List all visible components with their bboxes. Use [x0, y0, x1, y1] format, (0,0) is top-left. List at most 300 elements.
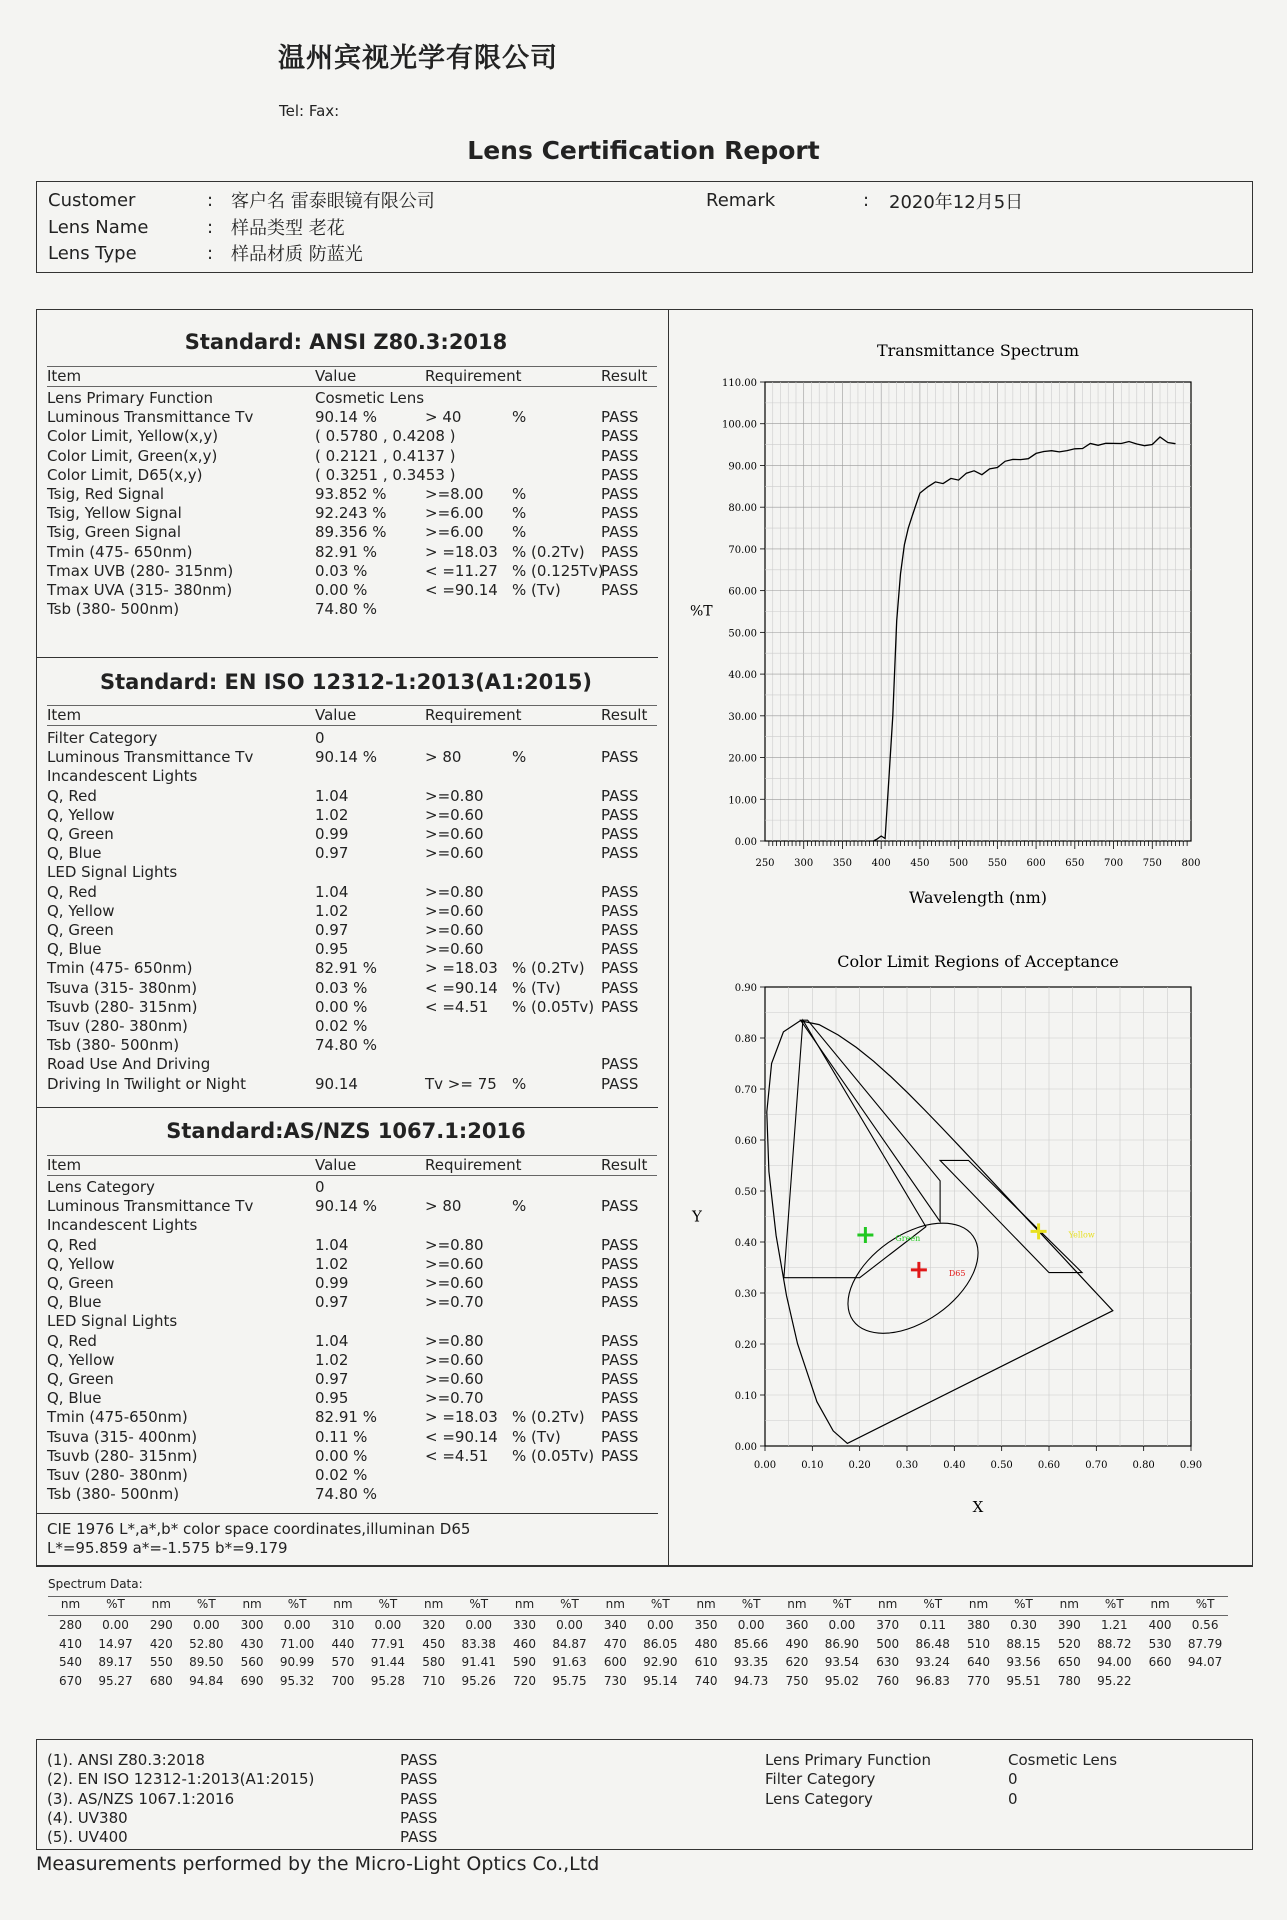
spectrum-col-t: %T — [106, 1597, 125, 1611]
spectrum-nm: 700 — [331, 1673, 355, 1688]
row-requirement: >=0.60 — [425, 921, 484, 939]
row-value: 82.91 % — [315, 542, 377, 561]
y-axis-label: Y — [692, 1207, 702, 1226]
y-tick-label: 40.00 — [728, 670, 757, 682]
row-item: Q, Green — [47, 825, 114, 843]
row-value: 0 — [315, 729, 325, 747]
row-value: 0.02 % — [315, 1017, 368, 1035]
spectrum-t: 0.00 — [646, 1618, 674, 1632]
summary-label: Filter Category — [765, 1770, 876, 1789]
x-tick-label: 0.60 — [1037, 1460, 1061, 1471]
row-value: 1.02 — [315, 1254, 349, 1273]
row-result: PASS — [601, 523, 639, 542]
spectrum-nm: 520 — [1057, 1636, 1081, 1651]
footer-note: Measurements performed by the Micro-Light Optics Co.,Ltd — [36, 1853, 600, 1875]
y-axis-label: %T — [690, 603, 713, 620]
row-result: PASS — [601, 1389, 639, 1408]
row-item: Tsig, Yellow Signal — [47, 504, 182, 523]
spectrum-nm: 460 — [513, 1636, 536, 1651]
spectrum-col-nm: nm — [605, 1597, 625, 1611]
row-item: Q, Blue — [47, 1293, 102, 1312]
y-tick-label: 100.00 — [722, 419, 757, 431]
spectrum-nm: 610 — [694, 1655, 718, 1669]
row-item: Q, Yellow — [47, 1350, 115, 1369]
colon: : — [207, 217, 214, 238]
row-unit: % — [512, 523, 527, 542]
table-row — [47, 902, 657, 921]
spectrum-t: 91.41 — [461, 1655, 496, 1669]
row-value: 0.03 % — [315, 561, 368, 580]
row-result: PASS — [601, 882, 639, 901]
spectrum-t: 0.00 — [374, 1618, 402, 1632]
row-value: 1.02 — [315, 1350, 349, 1369]
row-value: 0.95 — [315, 1389, 349, 1408]
row-value: 82.91 % — [315, 959, 377, 978]
summary-value: Cosmetic Lens — [1008, 1751, 1118, 1769]
row-item: Q, Red — [47, 786, 97, 805]
row-value: 90.14 — [315, 1074, 358, 1093]
row-item: Tmin (475- 650nm) — [47, 959, 193, 978]
row-item: Color Limit, Green(x,y) — [47, 446, 218, 465]
summary-label: Lens Primary Function — [765, 1751, 931, 1769]
spectrum-t: 95.27 — [98, 1673, 133, 1688]
x-tick-label: 0.00 — [753, 1460, 777, 1471]
table-row — [47, 504, 657, 523]
row-value: ( 0.3251 , 0.3453 ) — [315, 465, 456, 484]
y-tick-label: 80.00 — [728, 503, 757, 515]
row-requirement: >=0.60 — [425, 940, 484, 959]
spectrum-t: 95.51 — [1006, 1673, 1041, 1688]
col-value: Value — [315, 367, 357, 385]
table-row — [47, 1332, 657, 1351]
row-requirement: > 80 — [425, 1197, 462, 1216]
row-result: PASS — [601, 978, 639, 997]
row-result: PASS — [601, 427, 639, 446]
row-item: Q, Red — [47, 1331, 97, 1350]
col-item: Item — [47, 367, 82, 385]
row-result: PASS — [601, 408, 639, 427]
y-tick-label: 0.10 — [734, 1391, 757, 1402]
summary-result: PASS — [400, 1789, 438, 1808]
row-item: Q, Red — [47, 1235, 97, 1254]
customer-value: 客户名 雷泰眼镜有限公司 — [231, 191, 435, 212]
table-row — [47, 1017, 657, 1036]
x-tick-label: 300 — [794, 858, 814, 869]
col-value: Value — [315, 1156, 357, 1174]
row-item: Luminous Transmittance Tv — [47, 748, 254, 767]
series-line — [873, 437, 1175, 841]
row-requirement: Tv >= 75 — [425, 1074, 497, 1093]
cie-line2: L*=95.859 a*=-1.575 b*=9.179 — [47, 1539, 288, 1557]
row-result: PASS — [601, 561, 639, 580]
table-row — [47, 863, 657, 882]
summary-result: PASS — [400, 1808, 438, 1827]
spectrum-nm: 490 — [785, 1636, 809, 1651]
spectrum-col-t: %T — [196, 1597, 216, 1611]
spectrum-t: 94.00 — [1097, 1655, 1132, 1669]
row-value: 0.99 — [315, 825, 349, 843]
row-value: 0.00 % — [315, 997, 368, 1016]
table-row — [47, 1351, 657, 1370]
spectrum-t: 93.24 — [915, 1655, 950, 1669]
row-value: ( 0.5780 , 0.4208 ) — [315, 427, 456, 446]
spectrum-nm: 370 — [876, 1618, 900, 1632]
row-unit: % — [512, 1074, 527, 1093]
row-value: 74.80 % — [315, 1485, 377, 1504]
spectrum-t: 0.00 — [465, 1618, 493, 1632]
spectrum-t: 95.28 — [370, 1673, 406, 1688]
row-value: 1.02 — [315, 805, 349, 824]
x-tick-label: 400 — [871, 858, 891, 869]
spectrum-t: 71.00 — [279, 1636, 315, 1651]
row-value: 1.02 — [315, 901, 349, 920]
table-row — [47, 408, 657, 427]
row-value: 90.14 % — [315, 748, 377, 767]
summary-standard: (1). ANSI Z80.3:2018 — [47, 1751, 205, 1769]
row-value: 0.00 % — [315, 1446, 368, 1465]
lens-name-value: 样品类型 老花 — [231, 218, 345, 239]
table-row — [47, 1408, 657, 1427]
table-row — [47, 1293, 657, 1312]
row-result: PASS — [601, 997, 639, 1016]
en-table-header — [47, 705, 657, 726]
row-item: Q, Yellow — [47, 1254, 115, 1273]
row-result: PASS — [601, 805, 639, 824]
spectrum-t: 0.11 — [919, 1618, 947, 1632]
ansi-title: Standard: ANSI Z80.3:2018 — [184, 330, 508, 354]
x-tick-label: 0.50 — [990, 1460, 1013, 1471]
company-name: 温州宾视光学有限公司 — [278, 43, 558, 74]
row-value: 0.97 — [315, 1293, 349, 1312]
table-row — [47, 844, 657, 863]
table-row — [47, 998, 657, 1017]
row-requirement: < =4.51 — [425, 997, 489, 1016]
y-tick-label: 50.00 — [728, 628, 757, 640]
summary-standard: (5). UV400 — [47, 1828, 128, 1847]
y-tick-label: 0.00 — [734, 837, 757, 848]
spectrum-t: 0.00 — [102, 1618, 129, 1632]
row-item: Incandescent Lights — [47, 767, 198, 786]
x-tick-label: 600 — [1026, 858, 1046, 869]
spectrum-nm: 640 — [967, 1655, 990, 1669]
spectrum-nm: 470 — [603, 1636, 627, 1651]
row-requirement: >=0.80 — [425, 786, 484, 805]
row-unit: % (0.125Tv) — [512, 561, 604, 580]
row-item: Tsb (380- 500nm) — [47, 1036, 180, 1055]
spectrum-t: 77.91 — [370, 1636, 406, 1651]
spectrum-t: 91.63 — [552, 1655, 587, 1669]
spectrum-nm: 290 — [149, 1618, 173, 1632]
spectrum-t: 0.00 — [192, 1618, 220, 1632]
table-row — [47, 979, 657, 998]
summary-value: 0 — [1008, 1789, 1018, 1808]
table-row — [47, 389, 657, 408]
row-item: Tsuva (315- 400nm) — [47, 1427, 198, 1446]
y-tick-label: 0.80 — [734, 1034, 757, 1045]
spectrum-nm: 580 — [422, 1655, 446, 1669]
spectrum-t: 95.75 — [552, 1673, 587, 1688]
spectrum-col-t: %T — [560, 1597, 579, 1611]
spectrum-t: 95.02 — [824, 1673, 860, 1688]
spectrum-col-nm: nm — [696, 1597, 716, 1611]
col-requirement: Requirement — [425, 706, 522, 724]
row-unit: % (0.2Tv) — [512, 1408, 585, 1427]
table-row — [47, 1447, 657, 1466]
row-value: 0.11 % — [315, 1427, 368, 1446]
table-row — [47, 485, 657, 504]
spectrum-col-nm: nm — [424, 1597, 444, 1611]
row-item: Tsb (380- 500nm) — [47, 1485, 180, 1504]
row-result: PASS — [601, 465, 639, 484]
row-item: LED Signal Lights — [47, 863, 178, 882]
spectral-locus — [767, 1021, 1113, 1444]
row-requirement: > =18.03 — [425, 959, 498, 978]
spectrum-nm: 720 — [513, 1673, 536, 1688]
row-item: Lens Primary Function — [47, 389, 213, 407]
spectrum-nm: 410 — [59, 1636, 82, 1651]
spectrum-nm: 570 — [331, 1655, 355, 1669]
chart-title: Transmittance Spectrum — [876, 341, 1080, 360]
row-item: Lens Category — [47, 1178, 155, 1196]
row-item: Q, Blue — [47, 940, 102, 959]
row-result: PASS — [601, 1074, 639, 1093]
row-item: LED Signal Lights — [47, 1312, 178, 1331]
spectrum-nm: 450 — [422, 1636, 446, 1651]
row-result: PASS — [601, 581, 639, 599]
row-requirement: >=0.60 — [425, 1254, 484, 1273]
spectrum-t: 88.72 — [1097, 1636, 1132, 1651]
row-unit: % (0.05Tv) — [512, 997, 595, 1016]
row-requirement: < =4.51 — [425, 1446, 489, 1465]
col-result: Result — [601, 367, 648, 385]
info-box — [36, 181, 1253, 273]
spectrum-t: 0.00 — [283, 1618, 311, 1632]
acceptance-region — [801, 1020, 941, 1221]
spectrum-t: 0.00 — [828, 1618, 856, 1632]
spectrum-nm: 500 — [876, 1636, 900, 1651]
as-table-header — [47, 1155, 657, 1176]
spectrum-t: 0.00 — [556, 1618, 583, 1632]
col-result: Result — [601, 1156, 648, 1174]
spectrum-col-nm: nm — [787, 1597, 807, 1611]
row-requirement: >=0.60 — [425, 901, 484, 920]
x-tick-label: 450 — [910, 858, 930, 869]
spectrum-col-t: %T — [832, 1597, 852, 1611]
spectrum-nm: 310 — [331, 1618, 355, 1632]
spectrum-t: 90.99 — [279, 1655, 315, 1669]
row-result: PASS — [601, 940, 639, 959]
spectrum-col-t: %T — [469, 1597, 489, 1611]
row-value: 92.243 % — [315, 504, 387, 523]
row-item: Luminous Transmittance Tv — [47, 1197, 254, 1216]
row-result: PASS — [601, 1331, 639, 1350]
spectrum-nm: 300 — [240, 1618, 264, 1632]
y-tick-label: 0.70 — [734, 1085, 757, 1096]
spectrum-nm: 630 — [876, 1655, 900, 1669]
spectrum-row — [48, 1674, 1228, 1692]
row-unit: % — [512, 1197, 527, 1216]
spectrum-t: 83.38 — [461, 1636, 496, 1651]
x-tick-label: 250 — [755, 858, 775, 869]
column-divider — [668, 309, 669, 1566]
spectrum-col-nm: nm — [968, 1597, 989, 1611]
spectrum-nm: 780 — [1057, 1673, 1081, 1688]
spectrum-nm: 390 — [1057, 1618, 1081, 1632]
summary-standard: (2). EN ISO 12312-1:2013(A1:2015) — [47, 1770, 315, 1789]
spectrum-nm: 600 — [603, 1655, 627, 1669]
row-value: 0.02 % — [315, 1466, 368, 1484]
row-requirement: >=0.60 — [425, 1370, 484, 1388]
table-row — [47, 787, 657, 806]
lens-type-label: Lens Type — [48, 243, 137, 264]
table-row — [47, 1389, 657, 1408]
y-tick-label: 110.00 — [722, 378, 757, 389]
row-requirement: >=0.70 — [425, 1389, 484, 1408]
spectrum-t: 91.44 — [370, 1655, 406, 1669]
colon: : — [863, 190, 870, 211]
row-requirement: > 80 — [425, 748, 462, 767]
row-requirement: >=0.80 — [425, 1331, 484, 1350]
spectrum-col-nm: nm — [514, 1597, 535, 1611]
row-requirement: >=0.80 — [425, 882, 484, 901]
row-value: 0.00 % — [315, 581, 368, 599]
row-unit: % — [512, 408, 527, 427]
table-row — [47, 940, 657, 959]
row-item: Tsuva (315- 380nm) — [47, 978, 198, 997]
row-value: 1.04 — [315, 786, 349, 805]
col-requirement: Requirement — [425, 1156, 522, 1174]
spectrum-col-t: %T — [650, 1597, 670, 1611]
row-result: PASS — [601, 1055, 639, 1074]
table-row — [47, 1274, 657, 1293]
row-requirement: >=6.00 — [425, 523, 484, 542]
spectrum-t: 0.56 — [1191, 1618, 1219, 1632]
row-requirement: < =11.27 — [425, 561, 498, 580]
spectrum-t: 0.30 — [1010, 1618, 1037, 1632]
spectrum-col-t: %T — [287, 1597, 307, 1611]
spectrum-t: 94.73 — [733, 1673, 769, 1688]
table-row — [47, 1055, 657, 1074]
table-row — [47, 1197, 657, 1216]
x-tick-label: 0.90 — [1179, 1460, 1203, 1471]
remark-value: 2020年12月5日 — [889, 192, 1024, 213]
table-row — [47, 1236, 657, 1255]
x-tick-label: 700 — [1103, 858, 1124, 869]
row-value: 1.04 — [315, 882, 349, 901]
spectrum-t: 93.54 — [824, 1655, 860, 1669]
point-label: D65 — [948, 1268, 966, 1278]
row-value: 90.14 % — [315, 408, 377, 427]
spectrum-t: 85.66 — [733, 1636, 769, 1651]
spectrum-nm: 420 — [149, 1636, 173, 1651]
summary-result: PASS — [400, 1770, 438, 1789]
col-item: Item — [47, 706, 82, 724]
spectrum-divider — [36, 1565, 1253, 1566]
chart-title: Color Limit Regions of Acceptance — [837, 952, 1119, 971]
ansi-table-header — [47, 366, 657, 387]
row-requirement: >=0.60 — [425, 805, 484, 824]
row-requirement: >=0.80 — [425, 1235, 484, 1254]
row-value: 0.95 — [315, 940, 349, 959]
spectrum-nm: 560 — [240, 1655, 264, 1669]
row-unit: % — [512, 504, 527, 523]
point-yellow — [1031, 1223, 1095, 1239]
spectrum-t: 94.07 — [1187, 1655, 1223, 1669]
row-item: Q, Green — [47, 921, 114, 939]
spectrum-t: 14.97 — [98, 1636, 133, 1651]
table-row — [47, 1178, 657, 1197]
row-item: Color Limit, Yellow(x,y) — [47, 427, 219, 446]
row-item: Tsig, Green Signal — [47, 523, 181, 542]
spectrum-t: 88.15 — [1006, 1636, 1041, 1651]
row-unit: % — [512, 748, 527, 767]
row-value: 93.852 % — [315, 485, 387, 503]
table-row — [47, 1075, 657, 1094]
y-tick-label: 20.00 — [728, 753, 757, 765]
x-tick-label: 0.30 — [895, 1460, 919, 1471]
section-separator — [36, 1107, 658, 1108]
spectrum-t: 89.50 — [189, 1655, 224, 1669]
row-value: 0.97 — [315, 921, 349, 939]
row-requirement: >=0.60 — [425, 1350, 484, 1369]
summary-standard: (3). AS/NZS 1067.1:2016 — [47, 1789, 235, 1808]
spectrum-nm: 550 — [149, 1655, 173, 1669]
table-row — [47, 1485, 657, 1504]
row-item: Tsuvb (280- 315nm) — [47, 1446, 198, 1465]
point-d65 — [911, 1262, 966, 1278]
table-row — [47, 523, 657, 542]
row-result: PASS — [601, 1350, 639, 1369]
spectrum-nm: 540 — [59, 1655, 82, 1669]
as-title: Standard:AS/NZS 1067.1:2016 — [166, 1119, 526, 1143]
row-item: Filter Category — [47, 729, 158, 747]
table-row — [47, 767, 657, 786]
row-value: 74.80 % — [315, 600, 377, 619]
row-requirement: >=0.70 — [425, 1293, 484, 1312]
row-requirement: > =18.03 — [425, 1408, 498, 1427]
row-unit: % (0.05Tv) — [512, 1446, 595, 1465]
point-label: Yellow — [1068, 1230, 1095, 1240]
spectrum-nm: 620 — [785, 1655, 809, 1669]
row-value: Cosmetic Lens — [315, 389, 425, 407]
spectrum-col-nm: nm — [1059, 1597, 1079, 1611]
remark-label: Remark — [706, 190, 776, 211]
spectrum-col-nm: nm — [878, 1597, 898, 1611]
spectrum-col-t: %T — [1104, 1597, 1124, 1611]
table-row — [47, 1312, 657, 1331]
row-requirement: < =90.14 — [425, 1427, 498, 1446]
row-result: PASS — [601, 844, 639, 863]
row-unit: % (0.2Tv) — [512, 959, 585, 978]
spectrum-nm: 360 — [785, 1618, 809, 1632]
lens-name-label: Lens Name — [48, 217, 149, 238]
spectrum-nm: 530 — [1148, 1636, 1172, 1651]
spectrum-t: 86.05 — [643, 1636, 678, 1651]
summary-result: PASS — [400, 1751, 438, 1769]
row-result: PASS — [601, 485, 639, 503]
row-requirement: >=6.00 — [425, 504, 484, 523]
y-tick-label: 70.00 — [728, 544, 757, 556]
y-tick-label: 90.00 — [728, 461, 757, 473]
row-result: PASS — [601, 1293, 639, 1312]
cie-line1: CIE 1976 L*,a*,b* color space coordinates,illuminan D65 — [47, 1520, 471, 1538]
x-axis-label: X — [972, 1498, 984, 1516]
x-tick-label: 0.80 — [1132, 1460, 1155, 1471]
row-requirement: >=8.00 — [425, 485, 484, 503]
spectrum-nm: 590 — [513, 1655, 536, 1669]
spectrum-col-t: %T — [1014, 1597, 1033, 1611]
row-requirement: >=0.60 — [425, 825, 484, 843]
